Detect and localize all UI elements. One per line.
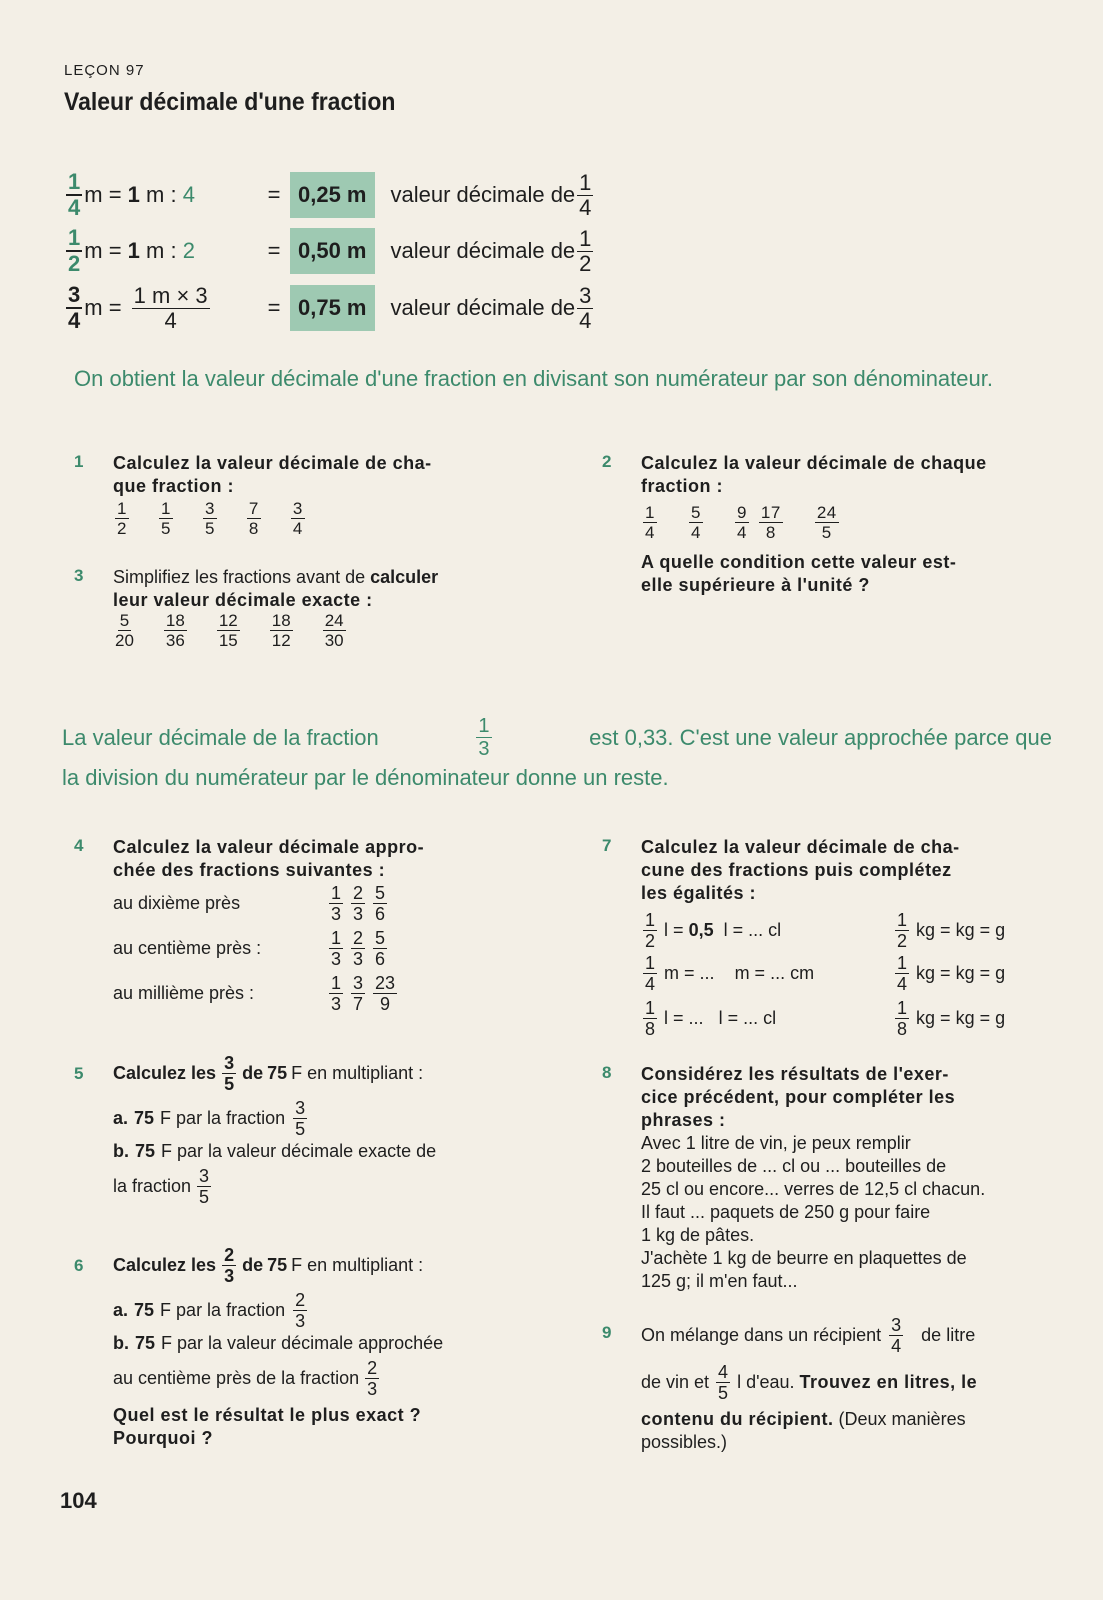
- exercise-4: Calculez la valeur décimale appro- chée des fractions suivantes : au dixième près $\frac{1}{3}$ $\frac{2}{3}$ $\frac{5}{6}$ au centième près : $\frac{1}{3}$ $\frac{2}{3}$ $\frac{5}{6}$ au millième près : $\frac{1}{3}$ $\frac{3}{7}$ $\frac{23}{9}$: [113, 837, 425, 1014]
- exercise-3: Simplifiez les fractions avant de calculer leur valeur décimale exacte : $\frac{5}{20}$ $\frac{18}{36}$ $\frac{12}{15}$ $\frac{18}{12}$ $\frac{24}{30}$: [113, 567, 439, 650]
- page-title: Valeur décimale d'une fraction: [64, 88, 396, 116]
- exercise-6: Calculez les $\frac{2}{3}$ de 75 F en multipliant : a. 75 F par la fraction $\frac{2}{3}$ b. 75 F par la valeur décimale approchée au centième près de la fraction $\frac{2}{3}$ Quel est le résultat le plus exact ? Pourquoi ?: [113, 1245, 444, 1448]
- exercise-number: 8: [602, 1063, 612, 1082]
- exercise-9: On mélange dans un récipient $\frac{3}{4}$ de litre de vin et $\frac{4}{5}$ l d'eau. Trouvez en litres, le contenu du récipient. (Deux manières possibles.): [641, 1315, 978, 1452]
- decimal-value-box: 0,75 m: [290, 285, 375, 331]
- formula-row: $\frac{1}{4}$ m = 1 m : 4 = 0,25 m valeur décimale de $\frac{1}{4}$: [68, 169, 592, 220]
- formula-row: $\frac{1}{2}$ m = 1 m : 2 = 0,50 m valeur décimale de $\frac{1}{2}$: [68, 225, 592, 276]
- page-number: 104: [60, 1488, 97, 1513]
- exercise-5: Calculez les $\frac{3}{5}$ de 75 F en multipliant : a. 75 F par la fraction $\frac{3}{5}$ b. 75 F par la valeur décimale exacte de la fraction $\frac{3}{5}$: [113, 1053, 437, 1207]
- exercise-number: 6: [74, 1256, 84, 1275]
- exercise-number: 2: [602, 452, 612, 471]
- approx-note: La valeur décimale de la fraction $\frac{1}{3}$ est 0,33. C'est une valeur approchée parce que la division du numérateur par le dénominateur donne un reste.: [62, 715, 1052, 790]
- lesson-label: LEÇON 97: [64, 62, 145, 79]
- exercise-number: 9: [602, 1323, 612, 1342]
- exercise-number: 4: [74, 836, 84, 855]
- exercise-2: Calculez la valeur décimale de chaque fraction : $\frac{1}{4}$ $\frac{5}{4}$ $\frac{9}{4}$ $\frac{17}{8}$ $\frac{24}{5}$ A quelle condition cette valeur est- elle supérieure à l'unité ?: [641, 453, 987, 595]
- exercise-7: Calculez la valeur décimale de cha- cune des fractions puis complétez les égalités : $\frac{1}{2}$ l = 0,5 l = ... cl $\frac{1}{2}$ kg = kg = g $\frac{1}{4}$ m = ... m = ... cm $\frac{1}{4}$ kg = kg = g $\frac{1}{8}$ l = ... l = ... cl $\frac{1}{8}$ kg = kg = g: [641, 837, 1006, 1039]
- rule-text: On obtient la valeur décimale d'une fraction en divisant son numérateur par son dénominateur.: [74, 366, 993, 391]
- exercise-number: 1: [74, 452, 84, 471]
- exercise-number: 3: [74, 566, 84, 585]
- decimal-value-box: 0,50 m: [290, 228, 375, 274]
- exercise-number: 7: [602, 836, 612, 855]
- decimal-value-box: 0,25 m: [290, 172, 375, 218]
- exercise-number: 5: [74, 1064, 84, 1083]
- exercise-8: Considérez les résultats de l'exer- cice précédent, pour compléter les phrases : Avec 1 litre de vin, je peux remplir 2 bouteilles de ... cl ou ... bouteilles de 25 cl ou encore... verres de 12,5 cl chacun. Il faut ... paquets de 250 g pour faire 1 kg de pâtes. J'achète 1 kg de beurre en plaquettes de 125 g; il m'en faut...: [641, 1064, 986, 1291]
- formula-row: $\frac{3}{4}$ m = $\frac{1 m \times 3}{4}$ = 0,75 m valeur décimale de $\frac{3}{4}$: [68, 282, 592, 333]
- exercise-1: Calculez la valeur décimale de cha- que fraction : $\frac{1}{2}$ $\frac{1}{5}$ $\frac{3}{5}$ $\frac{7}{8}$ $\frac{3}{4}$: [113, 453, 432, 538]
